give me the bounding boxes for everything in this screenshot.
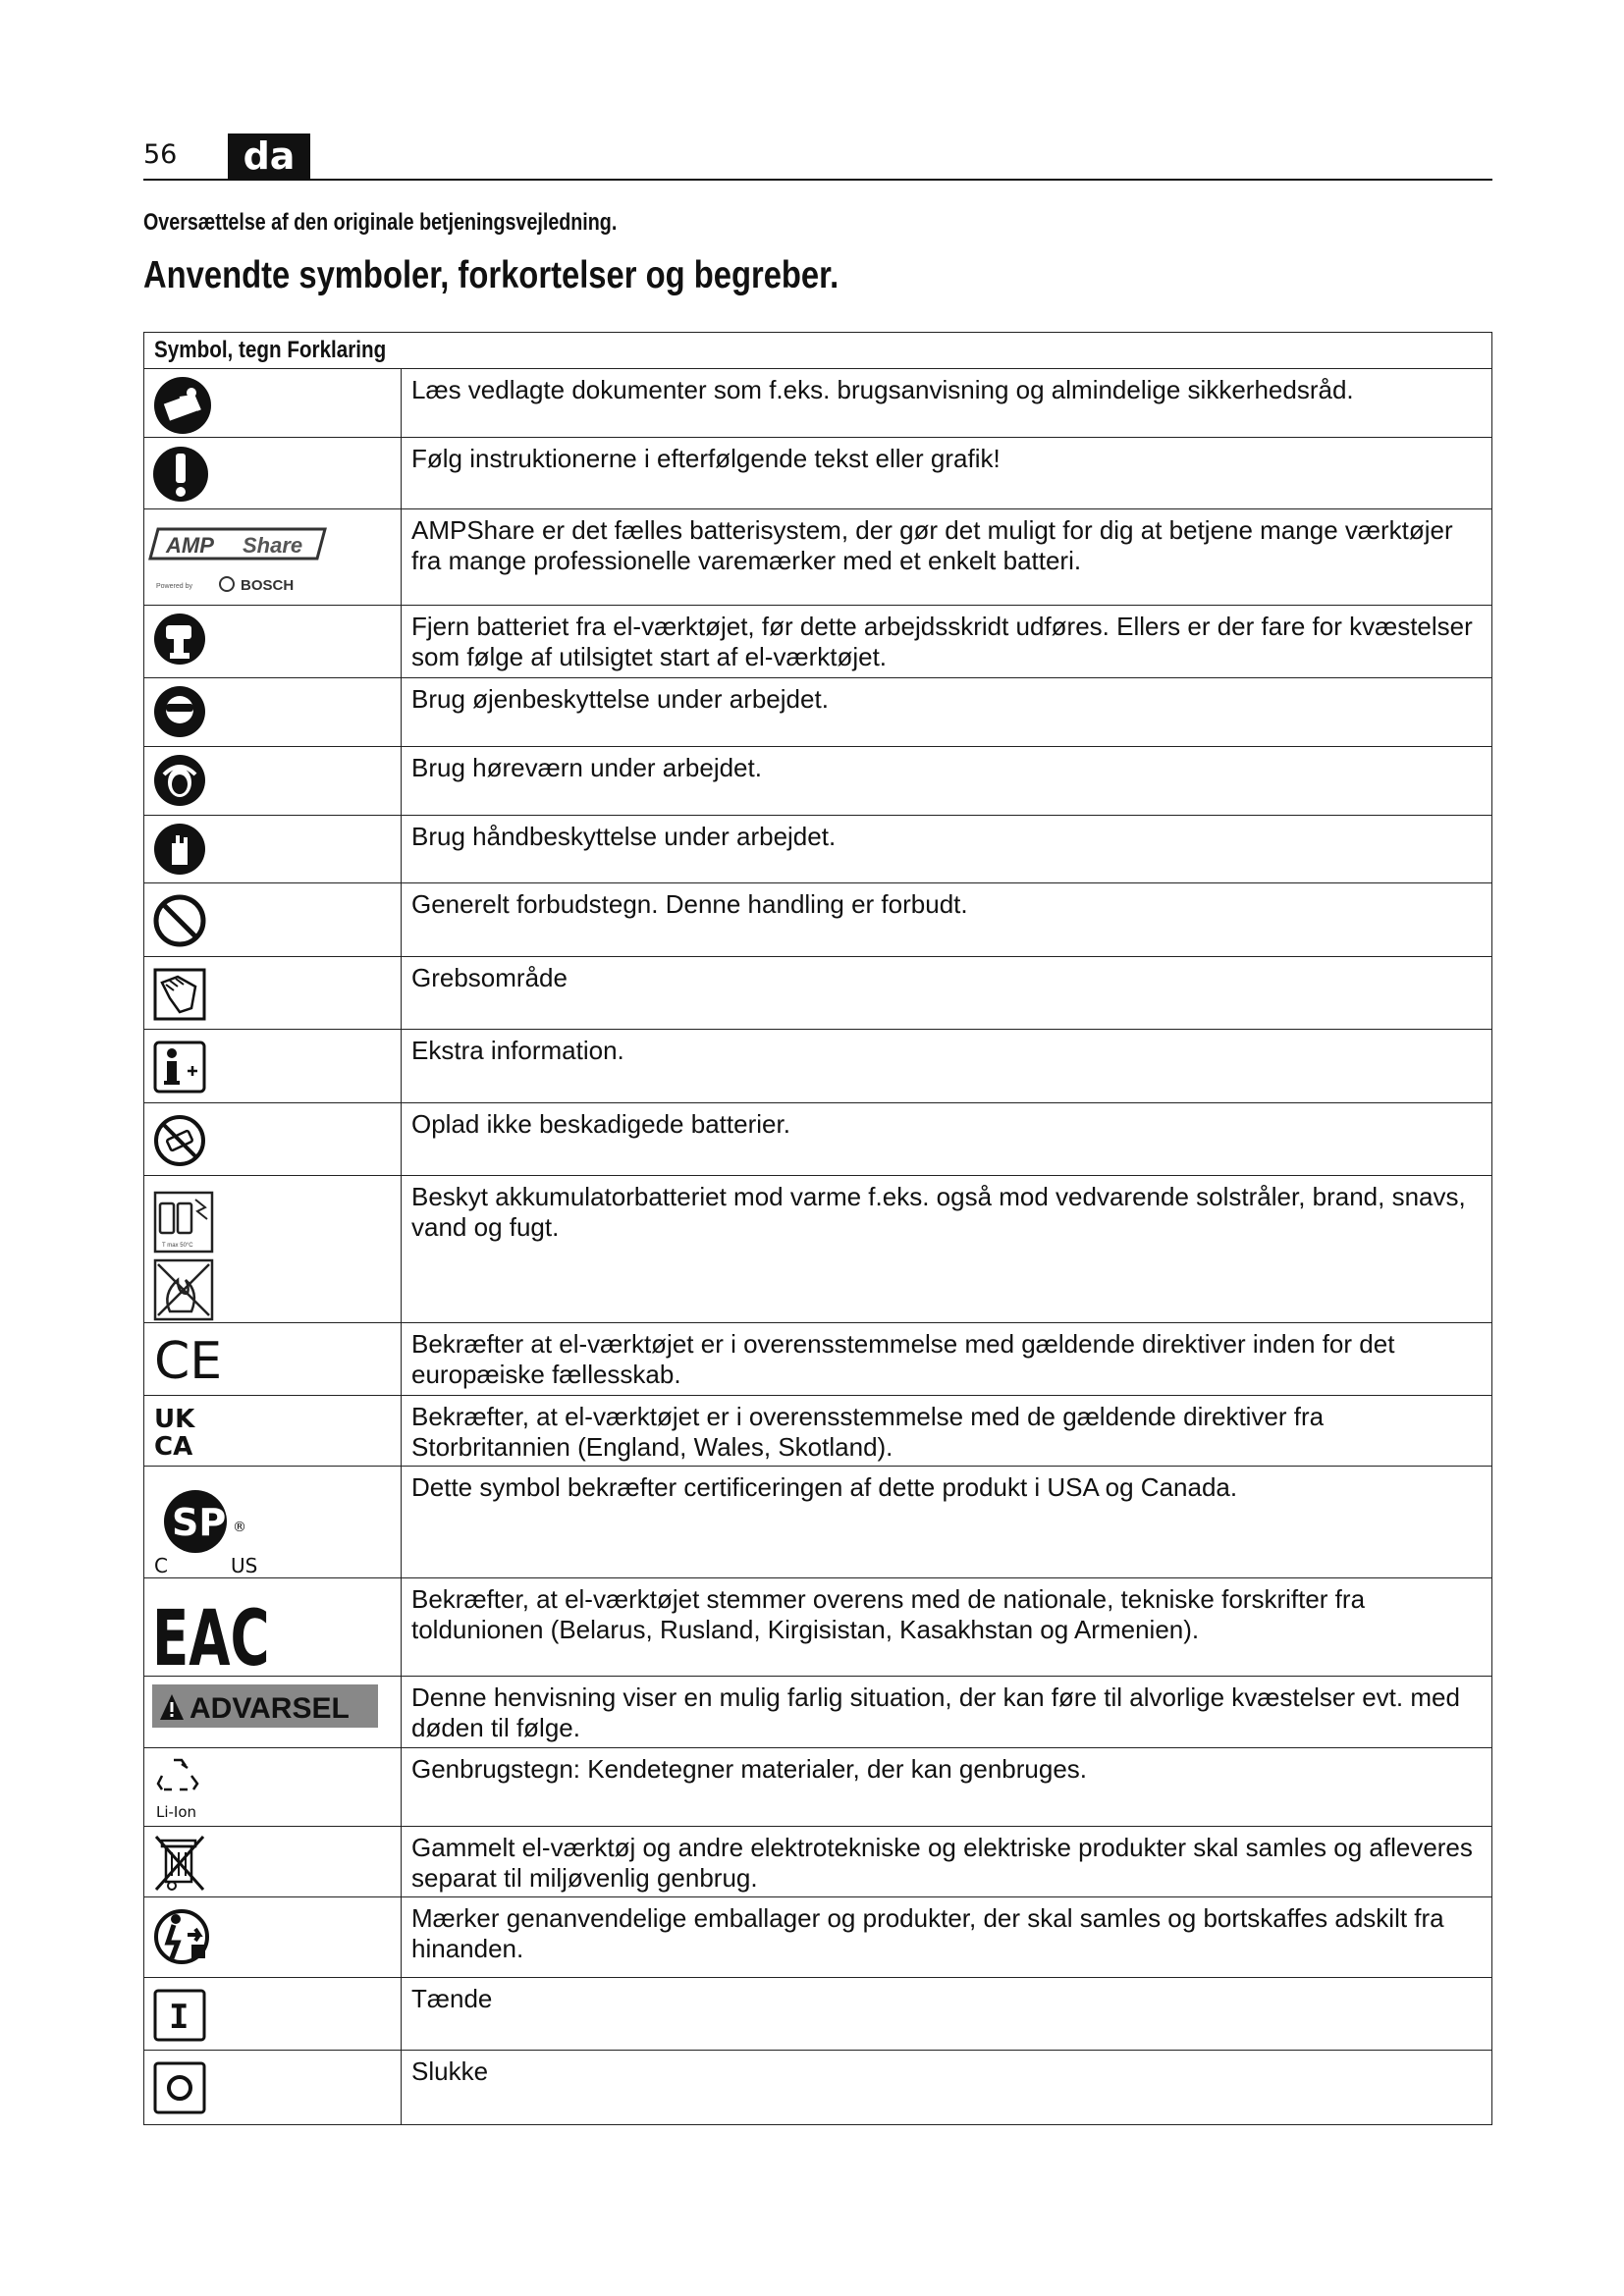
switch-off-icon [152, 2060, 207, 2115]
svg-text:UK: UK [154, 1405, 195, 1434]
row-text: Følg instruktionerne i efterfølgende tekst eller grafik! [402, 438, 1492, 509]
row-text: Brug øjenbeskyttelse under arbejdet. [402, 678, 1492, 747]
table-row [144, 509, 1492, 606]
row-text: AMPShare er det fælles batterisystem, der gør det muligt for dig at betjene mange værktøjer fra mange professionelle varemærker med et enkelt batteri. [402, 509, 1492, 606]
table-header: Symbol, tegn Forklaring [144, 333, 1492, 369]
table-row [144, 1176, 1492, 1323]
hand-protection-icon [152, 822, 207, 877]
warning-label-icon [152, 1684, 378, 1728]
table-row [144, 1748, 1492, 1827]
table-row [144, 1677, 1492, 1748]
battery-heat-icon [152, 1190, 215, 1323]
ukca-mark-icon [152, 1402, 207, 1461]
table-row [144, 369, 1492, 438]
svg-text:CA: CA [154, 1432, 193, 1462]
table-row [144, 1827, 1492, 1897]
prohibition-icon [152, 893, 207, 948]
svg-text:AMP: AMP [166, 533, 214, 558]
table-row [144, 1030, 1492, 1103]
svg-text:Li-Ion: Li-Ion [156, 1803, 197, 1821]
row-text: Genbrugstegn: Kendetegner materialer, der kan genbruges. [402, 1748, 1492, 1827]
table-row [144, 1323, 1492, 1396]
csa-mark-icon [152, 1476, 270, 1575]
svg-text:ADVARSEL: ADVARSEL [189, 1692, 350, 1725]
svg-text:C: C [154, 1554, 168, 1577]
row-text: Grebsområde [402, 957, 1492, 1030]
row-text: Fjern batteriet fra el-værktøjet, før dette arbejdsskridt udføres. Ellers er der fare for kvæstelser som følge af utilsigtet start af el-værktøjet. [402, 606, 1492, 678]
row-text: Gammelt el-værktøj og andre elektrotekniske og elektriske produkter skal samles og afleveres separat til miljøvenlig genbrug. [402, 1827, 1492, 1897]
table-row [144, 747, 1492, 816]
table-row [144, 438, 1492, 509]
svg-text:CE: CE [154, 1332, 223, 1391]
row-text: Bekræfter, at el-værktøjet er i overensstemmelse med de gældende direktiver fra Storbritannien (England, Wales, Skotland). [402, 1396, 1492, 1467]
table-row [144, 957, 1492, 1030]
hearing-protection-icon [152, 753, 207, 808]
row-text: Mærker genanvendelige emballager og produkter, der skal samles og bortskaffes adskilt fra hinanden. [402, 1897, 1492, 1978]
switch-on-icon [152, 1988, 207, 2043]
row-text: Dette symbol bekræfter certificeringen af dette produkt i USA og Canada. [402, 1467, 1492, 1578]
row-text: Beskyt akkumulatorbatteriet mod varme f.eks. også mod vedvarende solstråler, brand, snavs, vand og fugt. [402, 1176, 1492, 1323]
table-row [144, 1103, 1492, 1176]
row-text: Slukke [402, 2051, 1492, 2125]
row-text: Ekstra information. [402, 1030, 1492, 1103]
grip-area-icon [152, 967, 207, 1022]
svg-text:EAC: EAC [152, 1594, 270, 1683]
crossed-bin-icon [152, 1833, 207, 1894]
page-title: Anvendte symboler, forkortelser og begreber. [143, 254, 839, 296]
table-row [144, 883, 1492, 957]
row-text: Generelt forbudstegn. Denne handling er forbudt. [402, 883, 1492, 957]
ampshare-logo-icon [152, 523, 335, 598]
svg-text:T max 50°C: T max 50°C [162, 1243, 193, 1249]
row-text: Bekræfter, at el-værktøjet stemmer overens med de nationale, tekniske forskrifter fra toldunionen (Belarus, Rusland, Kirgisistan, Kasakhstan og Armenien). [402, 1578, 1492, 1677]
svg-text:®: ® [233, 1520, 246, 1535]
table-row [144, 678, 1492, 747]
svg-text:Powered by: Powered by [156, 583, 192, 590]
eye-protection-icon [152, 684, 207, 739]
row-text: Brug høreværn under arbejdet. [402, 747, 1492, 816]
remove-battery-icon [152, 612, 207, 667]
table-row [144, 606, 1492, 678]
read-manual-icon [152, 375, 213, 436]
no-damaged-battery-icon [152, 1113, 207, 1168]
page-subtitle: Oversættelse af den originale betjeningsvejledning. [143, 209, 618, 236]
row-text: Læs vedlagte dokumenter som f.eks. brugsanvisning og almindelige sikkerhedsråd. [402, 369, 1492, 438]
table-row [144, 2051, 1492, 2125]
svg-text:US: US [231, 1554, 258, 1577]
exclamation-icon [152, 444, 209, 505]
row-text: Brug håndbeskyttelse under arbejdet. [402, 816, 1492, 883]
table-row [144, 1467, 1492, 1578]
recycle-packaging-icon [152, 1905, 215, 1968]
svg-text:Share: Share [243, 533, 303, 558]
table-row [144, 1396, 1492, 1467]
svg-text:I: I [169, 1998, 189, 2037]
row-text: Bekræfter at el-værktøjet er i overensstemmelse med gældende direktiver inden for det europæiske fællesskab. [402, 1323, 1492, 1396]
table-row [144, 816, 1492, 883]
table-row [144, 1897, 1492, 1978]
row-text: Denne henvisning viser en mulig farlig situation, der kan føre til alvorlige kvæstelser evt. med døden til følge. [402, 1677, 1492, 1748]
page-number: 56 [143, 139, 178, 170]
table-row [144, 1578, 1492, 1677]
language-badge: da [228, 133, 310, 179]
table-row [144, 1978, 1492, 2051]
svg-text:BOSCH: BOSCH [241, 577, 295, 594]
ce-mark-icon [152, 1331, 223, 1391]
symbol-table [143, 332, 1492, 2125]
header-rule [143, 179, 1492, 181]
eac-mark-icon [152, 1584, 270, 1683]
row-text: Tænde [402, 1978, 1492, 2051]
info-plus-icon [152, 1040, 207, 1095]
svg-text:SP: SP [172, 1501, 227, 1544]
recycling-li-ion-icon [152, 1754, 211, 1823]
row-text: Oplad ikke beskadigede batterier. [402, 1103, 1492, 1176]
